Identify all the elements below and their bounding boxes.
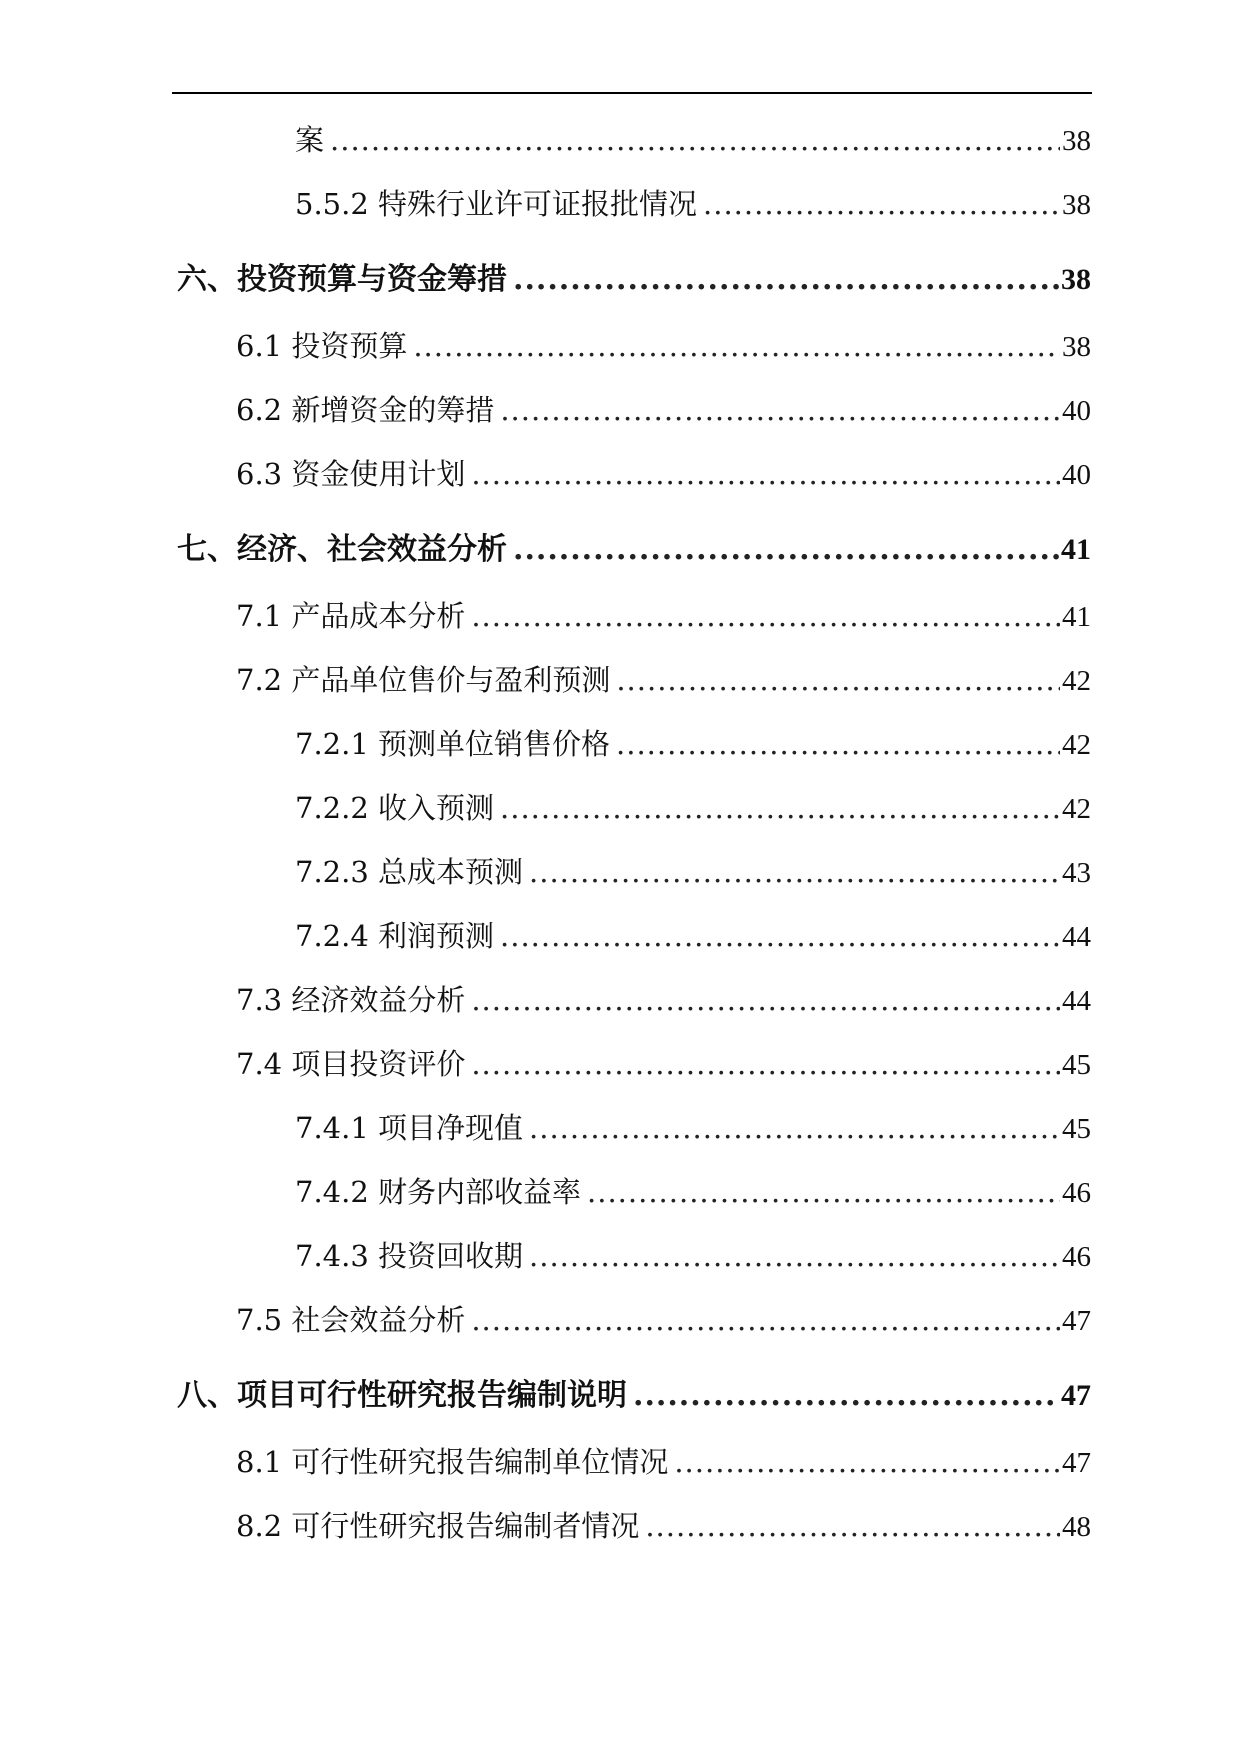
dot-leader — [513, 528, 1059, 572]
toc-entry-page: 47 — [1062, 1305, 1091, 1337]
toc-entry-label: 6.1 投资预算 — [236, 329, 408, 363]
toc-entry-page: 45 — [1062, 1049, 1091, 1081]
toc-entry[interactable] — [295, 722, 1091, 766]
toc-entry-page: 46 — [1062, 1241, 1091, 1273]
toc-entry-page: 48 — [1062, 1511, 1091, 1543]
toc-entry-page: 38 — [1062, 331, 1091, 363]
toc-entry[interactable] — [236, 978, 1091, 1022]
toc-entry[interactable] — [236, 1440, 1091, 1484]
toc-entry-label: 7.2.4 利润预测 — [295, 919, 495, 953]
toc-entry[interactable] — [295, 850, 1091, 894]
toc-entry-page: 44 — [1062, 985, 1091, 1017]
toc-entry-page: 40 — [1062, 459, 1091, 491]
dot-leader — [500, 914, 1060, 958]
toc-entry-page: 44 — [1062, 921, 1091, 953]
dot-leader — [645, 1504, 1060, 1548]
dot-leader — [616, 722, 1060, 766]
toc-entry-label: 7.2.1 预测单位销售价格 — [295, 727, 611, 761]
toc-entry-page: 38 — [1061, 263, 1091, 296]
toc-entry[interactable] — [295, 1106, 1091, 1150]
toc-entry-label: 7.2 产品单位售价与盈利预测 — [236, 663, 611, 697]
toc-entry-page: 42 — [1062, 665, 1091, 697]
toc-entry-label: 7.2.3 总成本预测 — [295, 855, 524, 889]
toc-entry-label: 案 — [295, 123, 325, 157]
dot-leader — [413, 324, 1060, 368]
toc-entry-label: 5.5.2 特殊行业许可证报批情况 — [295, 187, 698, 221]
toc-entry-label: 8.2 可行性研究报告编制者情况 — [236, 1509, 640, 1543]
toc-entry-label: 7.4.1 项目净现值 — [295, 1111, 524, 1145]
toc-entry-page: 46 — [1062, 1177, 1091, 1209]
toc-entry[interactable] — [236, 452, 1091, 496]
toc-entry[interactable] — [236, 594, 1091, 638]
dot-leader — [330, 118, 1060, 162]
toc-entry-label: 八、项目可行性研究报告编制说明 — [177, 1378, 627, 1413]
toc-entry[interactable] — [295, 1234, 1091, 1278]
toc-entry-page: 47 — [1061, 1379, 1091, 1412]
toc-entry-page: 41 — [1061, 533, 1091, 566]
toc-entry-label: 7.4.3 投资回收期 — [295, 1239, 524, 1273]
toc-entry-label: 8.1 可行性研究报告编制单位情况 — [236, 1445, 669, 1479]
toc-entry-page: 42 — [1062, 729, 1091, 761]
toc-entry-label: 7.5 社会效益分析 — [236, 1303, 466, 1337]
toc-entry-label: 7.1 产品成本分析 — [236, 599, 466, 633]
toc-entry[interactable] — [177, 528, 1091, 572]
dot-leader — [471, 1042, 1060, 1086]
toc-entry[interactable] — [236, 1042, 1091, 1086]
toc-entry[interactable] — [295, 1170, 1091, 1214]
dot-leader — [616, 658, 1060, 702]
toc-entry[interactable] — [295, 118, 1091, 162]
dot-leader — [529, 1106, 1060, 1150]
toc-entry[interactable] — [177, 258, 1091, 302]
toc-entry-label: 6.3 资金使用计划 — [236, 457, 466, 491]
toc-entry[interactable] — [295, 786, 1091, 830]
dot-leader — [529, 1234, 1060, 1278]
dot-leader — [674, 1440, 1060, 1484]
toc-entry-label: 6.2 新增资金的筹措 — [236, 393, 495, 427]
toc-entry[interactable] — [236, 1504, 1091, 1548]
dot-leader — [471, 1298, 1060, 1342]
toc-entry-page: 47 — [1062, 1447, 1091, 1479]
dot-leader — [500, 786, 1060, 830]
dot-leader — [513, 258, 1059, 302]
toc-entry-label: 7.4.2 财务内部收益率 — [295, 1175, 582, 1209]
toc-entry-page: 45 — [1062, 1113, 1091, 1145]
toc-entry-page: 42 — [1062, 793, 1091, 825]
toc-entry-page: 43 — [1062, 857, 1091, 889]
dot-leader — [529, 850, 1060, 894]
dot-leader — [703, 182, 1060, 226]
toc-entry-page: 38 — [1062, 125, 1091, 157]
toc-entry[interactable] — [236, 658, 1091, 702]
toc-entry-page: 40 — [1062, 395, 1091, 427]
toc-entry[interactable] — [295, 914, 1091, 958]
toc-entry-page: 41 — [1062, 601, 1091, 633]
dot-leader — [587, 1170, 1060, 1214]
dot-leader — [471, 594, 1060, 638]
toc-entry-label: 7.4 项目投资评价 — [236, 1047, 466, 1081]
toc-entry-page: 38 — [1062, 189, 1091, 221]
toc-entry[interactable] — [236, 1298, 1091, 1342]
header-rule — [172, 92, 1092, 94]
dot-leader — [500, 388, 1060, 432]
dot-leader — [633, 1374, 1059, 1418]
toc-entry[interactable] — [236, 324, 1091, 368]
toc-entry[interactable] — [295, 182, 1091, 226]
toc-entry-label: 7.2.2 收入预测 — [295, 791, 495, 825]
toc-entry[interactable] — [177, 1374, 1091, 1418]
dot-leader — [471, 978, 1060, 1022]
toc-entry-label: 7.3 经济效益分析 — [236, 983, 466, 1017]
toc-entry-label: 六、投资预算与资金筹措 — [177, 262, 507, 297]
toc-entry-label: 七、经济、社会效益分析 — [177, 532, 507, 567]
dot-leader — [471, 452, 1060, 496]
toc-entry[interactable] — [236, 388, 1091, 432]
